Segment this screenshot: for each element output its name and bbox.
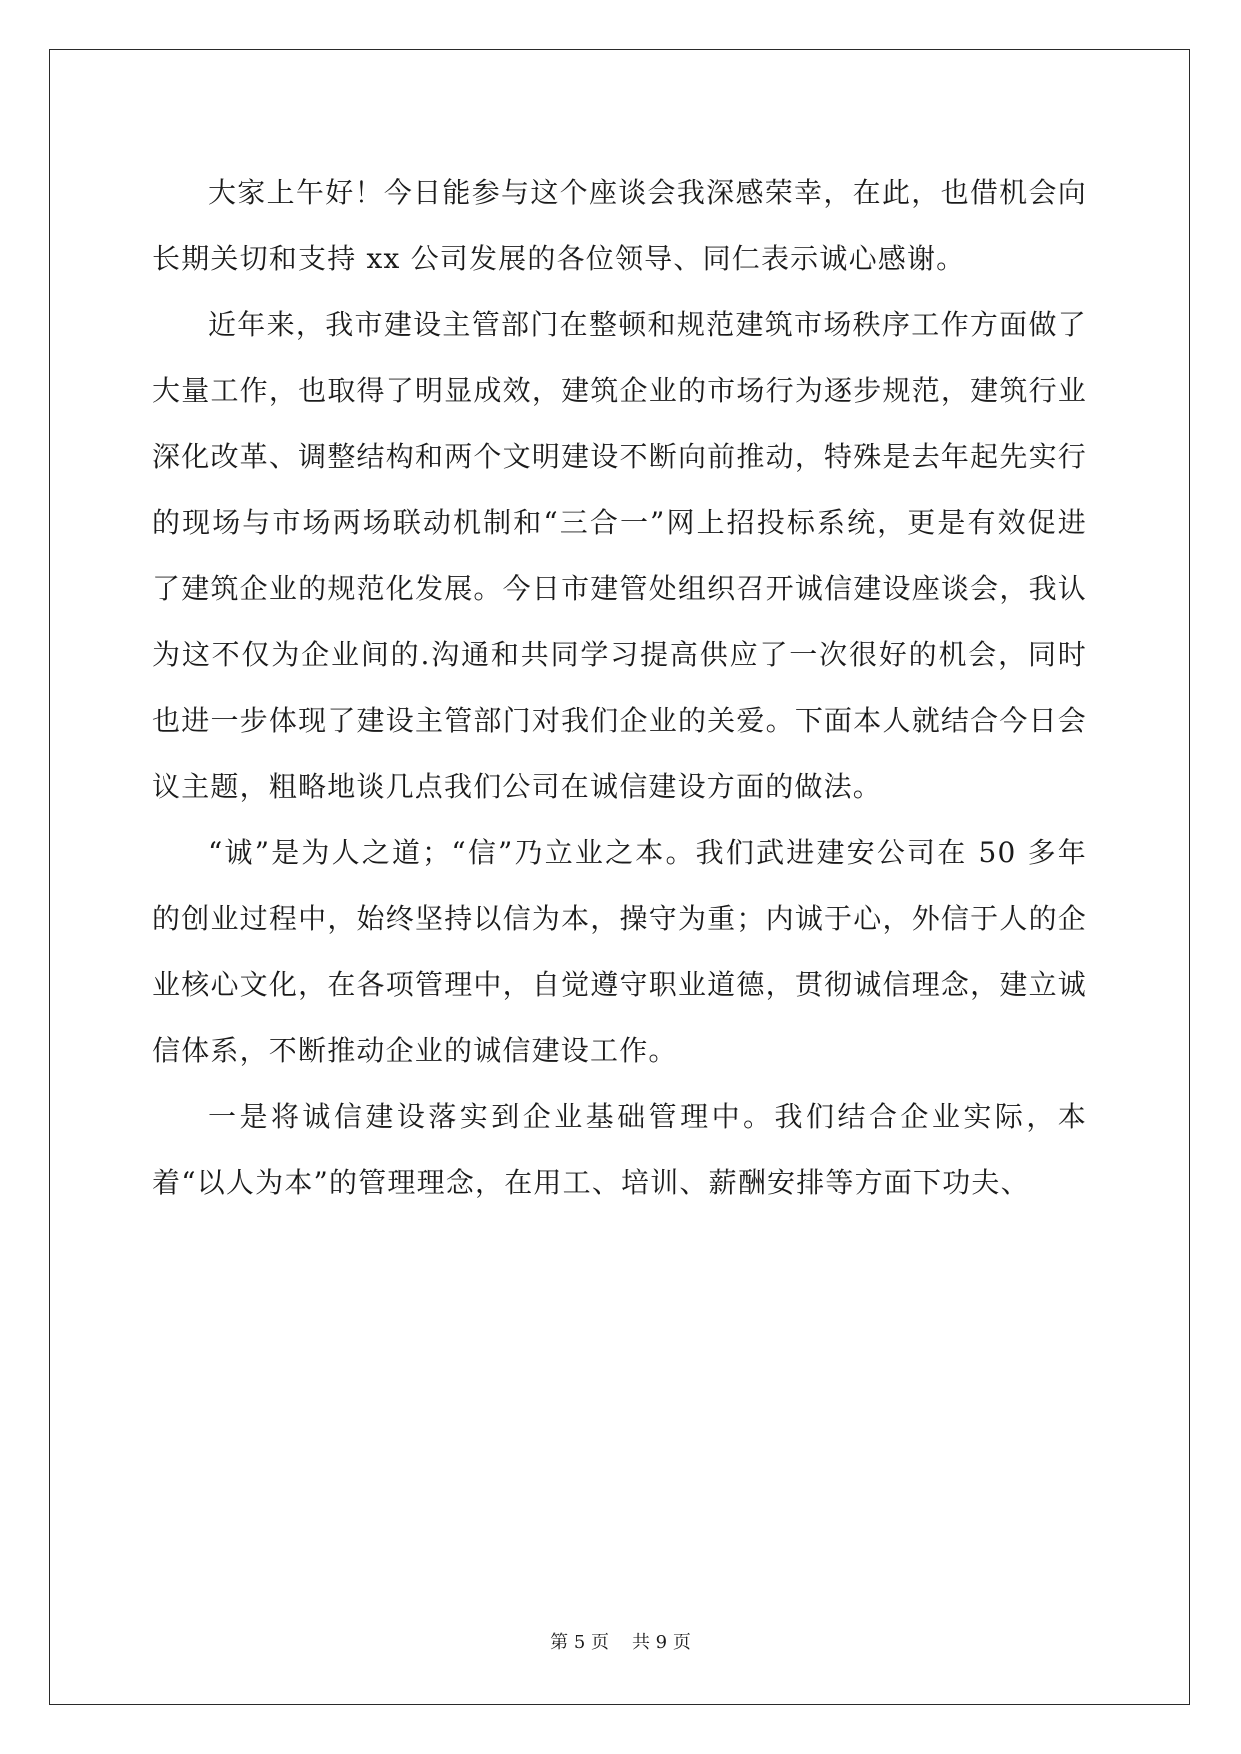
- paragraph-point-one: 一是将诚信建设落实到企业基础管理中。我们结合企业实际，本着“以人为本”的管理理念，在用工、培训、薪酬安排等方面下功夫、: [152, 1100, 1087, 1199]
- page-number-footer: 第 5 页 共 9 页: [550, 1632, 691, 1653]
- paragraph-greeting: 大家上午好！今日能参与这个座谈会我深感荣幸，在此，也借机会向长期关切和支持 xx 公司发展的各位领导、同仁表示诚心感谢。: [152, 176, 1087, 275]
- paragraph-integrity-culture: “诚”是为人之道；“信”乃立业之本。我们武进建安公司在 50 多年的创业过程中，始终坚持以信为本，操守为重；内诚于心，外信于人的企业核心文化，在各项管理中，自觉遵守职业道德，贯彻诚信理念，建立诚信体系，不断推动企业的诚信建设工作。: [152, 836, 1087, 1067]
- paragraph-background: 近年来，我市建设主管部门在整顿和规范建筑市场秩序工作方面做了大量工作，也取得了明显成效，建筑企业的市场行为逐步规范，建筑行业深化改革、调整结构和两个文明建设不断向前推动，特殊是去年起先实行的现场与市场两场联动机制和“三合一”网上招投标系统，更是有效促进了建筑企业的规范化发展。今日市建管处组织召开诚信建设座谈会，我认为这不仅为企业间的.沟通和共同学习提高供应了一次很好的机会，同时也进一步体现了建设主管部门对我们企业的关爱。下面本人就结合今日会议主题，粗略地谈几点我们公司在诚信建设方面的做法。: [152, 308, 1087, 803]
- document-body: [152, 160, 1087, 1216]
